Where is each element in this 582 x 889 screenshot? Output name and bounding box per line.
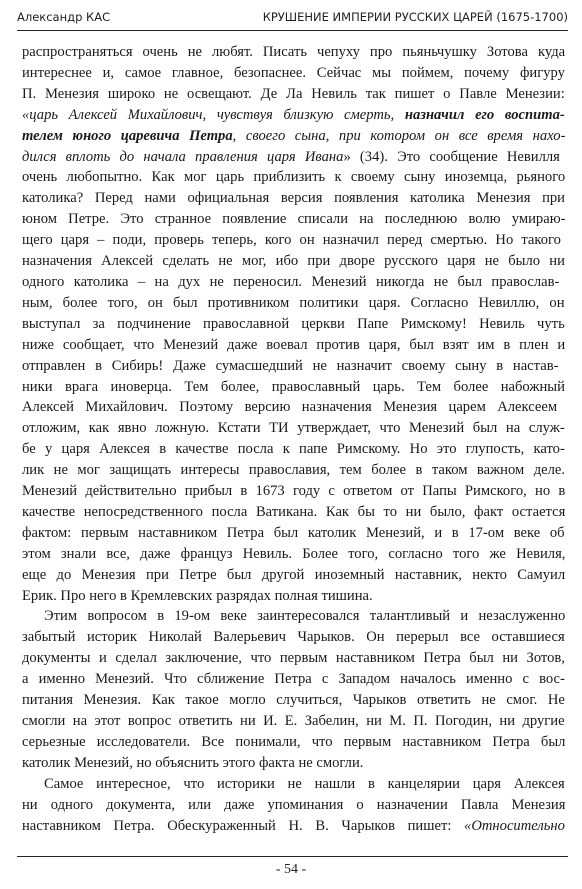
- text-line: щего царя – поди, проверь теперь, кого он назначил перед смертью. Но такого: [22, 232, 561, 249]
- quote-bold-italic: назначил его воспита-: [404, 106, 565, 123]
- text-line: Ерик. Про него в Кремлевских разрядах полная тишина.: [22, 587, 373, 604]
- text-line: ни одного документа, или даже упоминания о назначении Павла Менезия: [22, 796, 566, 813]
- text-line: этом знали все, даже француз Невиль. Более того, согласно того же Невиля,: [22, 545, 566, 562]
- header-author: Александр КАС: [17, 10, 111, 24]
- text-span: наставником Петра. Обескураженный Н. В. Чарыков пишет:: [22, 817, 465, 834]
- text-line: бе у царя Алексея в качестве посла к папе Римскому. Но это глупость, като-: [22, 441, 565, 458]
- text-line: очень любопытно. Как мог царь приблизить к своему сыну иноземца, рьяного: [22, 169, 566, 186]
- quote-bold-italic: телем юного царевича Петра: [22, 127, 233, 144]
- text-body: [22, 42, 565, 836]
- page-number: - 54 -: [275, 862, 307, 877]
- text-line: Этим вопросом в 19-ом веке заинтересовался талантливый и незаслуженно: [44, 608, 566, 625]
- footer-rule: [17, 856, 568, 857]
- text-line: католик Менезий, но объяснить этого факта не смогли.: [22, 754, 364, 771]
- text-line: [22, 816, 565, 837]
- running-header: [17, 10, 568, 30]
- text-line: отправлен в Сибирь! Даже сумасшедший не назначит своему сыну в настав-: [22, 357, 559, 374]
- quote-italic: «царь Алексей Михайлович, чувствуя близкую смерть,: [22, 106, 405, 123]
- text-line: ниже сообщает, что Менезий даже воевал против царя, был взят им в плен и: [22, 336, 566, 353]
- text-line: а именно Менезий. Что сближение Петра с Западом началось именно с вос-: [22, 671, 565, 688]
- quote-italic: дился вплоть до начала правления царя Ивана: [22, 148, 344, 165]
- text-line: отложим, как явно ложную. Кстати ТИ утверждает, что Менезий был на служ-: [22, 420, 565, 437]
- quote-italic: «Относительно: [464, 817, 565, 834]
- text-line: документы и сделал заключение, что первым наставником Петра был ни Зотов,: [22, 650, 565, 667]
- text-line: качестве непосредственного посла Ватикана. Как бы то ни было, факт остается: [22, 503, 566, 520]
- text-line: интереснее и, самое главное, безопаснее. Сейчас мы поймем, почему фигуру: [22, 64, 565, 81]
- text-line: [22, 126, 565, 147]
- quote-italic: , своего сына, при котором он все время нахо-: [232, 127, 566, 144]
- text-line: смогли на этот вопрос ответить ни И. Е. Забелин, ни М. П. Погодин, ни другие: [22, 713, 565, 729]
- text-line: Менезий действительно прибыл в 1673 году с ответом от Папы Римского, но в: [22, 483, 566, 500]
- text-line: [22, 105, 565, 126]
- text-line: фактом: первым наставником Петра был католик Менезий, и в 17-ом веке об: [22, 524, 565, 541]
- text-line: П. Менезия широко не освещают. Де Ла Невиль так пишет о Павле Менезии:: [22, 85, 565, 102]
- text-line: еще до Менезия при Петре был другой иноземный наставник, некто Самуил: [22, 566, 566, 583]
- text-line: серьезные исследователи. Все понимали, что первым наставником Петра был: [22, 733, 566, 750]
- text-span: » (34). Это сообщение Невилля: [343, 148, 560, 165]
- text-line: одного католика – на дух не переносил. Менезий никогда не был православ-: [22, 273, 560, 290]
- text-line: ники врага иноверца. Тем более, православный царь. Тем более набожный: [22, 378, 565, 395]
- text-line: выступал за подчинение православной церкви Папе Римскому! Невиль чуть: [22, 315, 565, 332]
- header-title: КРУШЕНИЕ ИМПЕРИИ РУССКИХ ЦАРЕЙ (1675-1700): [262, 10, 568, 24]
- text-line: лик не мог защищать интересы православия, тем более в таком важном деле.: [22, 462, 566, 479]
- text-line: юном Петре. Это странное появление списали на последнюю волю умираю-: [22, 211, 566, 228]
- text-line: назначения Алексей сделать не мог, ибо при дворе русского царя не было ни: [22, 253, 565, 270]
- text-line: питания Менезия. Как такое могло случиться, Чарыков ответить не смог. Не: [22, 692, 565, 709]
- header-rule: [17, 30, 568, 31]
- text-line: Алексей Михайлович. Поэтому версию назначения Менезия царем Алексеем: [22, 399, 558, 416]
- text-line: ным, более того, он был противником политики царя. Согласно Невиллю, он: [22, 294, 565, 311]
- text-line: [22, 147, 565, 168]
- text-line: забытый историк Николай Валерьевич Чарыков. Он перерыл все оставшиеся: [22, 629, 565, 646]
- text-line: распространяться очень не любят. Писать чепуху про пьяньчушку Зотова куда: [22, 44, 566, 60]
- text-line: Самое интересное, что историки не нашли в канцелярии царя Алексея: [44, 775, 565, 792]
- text-line: католика? Перед нами официальная версия появления католика Менезия при: [22, 190, 565, 207]
